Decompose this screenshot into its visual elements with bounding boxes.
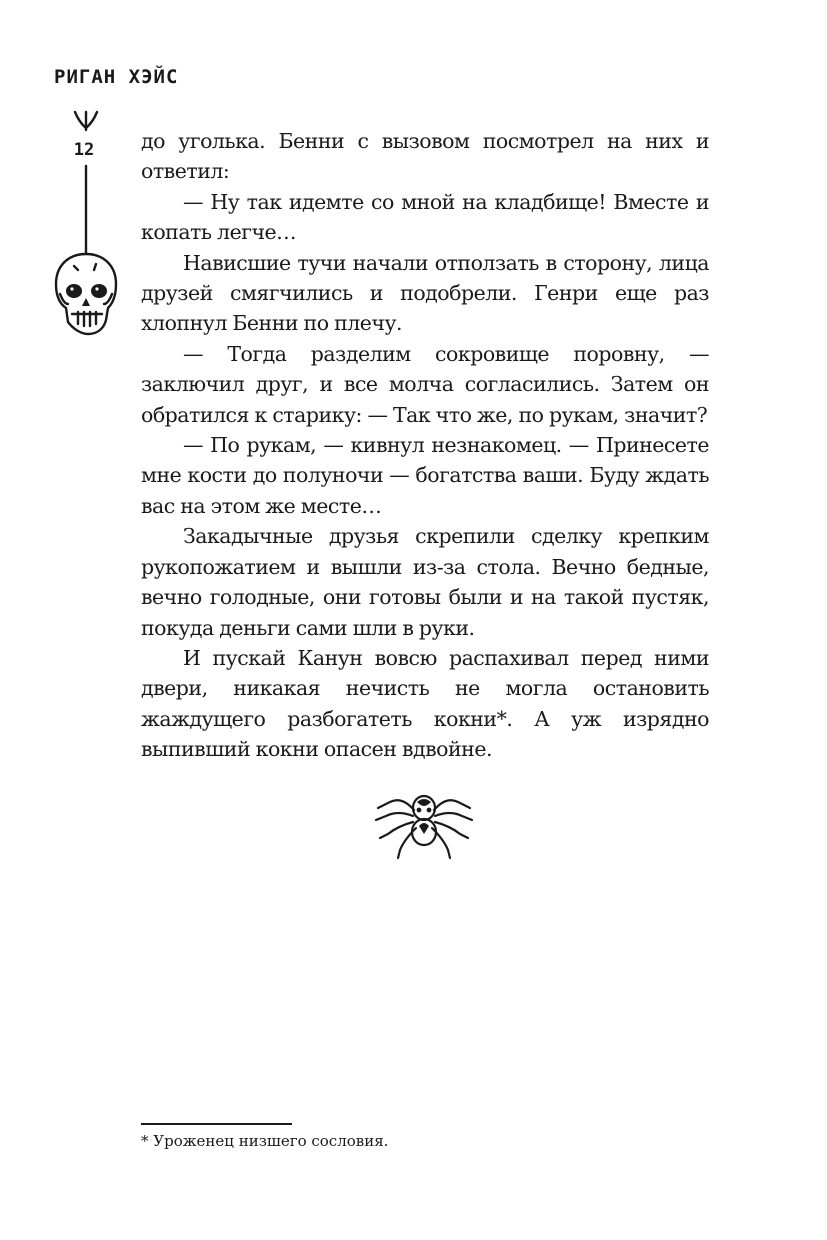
page-number: 12	[64, 140, 104, 160]
running-head: РИГАН ХЭЙС	[54, 66, 179, 88]
paragraph: И пускай Канун вовсю распахивал перед ними двери, никакая нечисть не могла остановить жаждущего разбогатеть кокни*. А уж изрядно выпивший кокни опасен вдвойне.	[141, 645, 709, 762]
spider-icon	[372, 788, 476, 862]
paragraph: до уголька. Бенни с вызовом посмотрел на них и ответил:	[141, 129, 709, 184]
paragraph: — Ну так идемте со мной на кладбище! Вместе и копать легче…	[141, 189, 709, 245]
paragraph: Нависшие тучи начали отползать в сторону, лица друзей смягчились и подобрели. Генри еще раз хлопнул Бенни по плечу.	[141, 250, 709, 336]
body-text	[141, 126, 709, 765]
footnote: * Уроженец низшего сословия.	[141, 1132, 389, 1150]
paragraph: — По рукам, — кивнул незнакомец. — Принесете мне кости до полуночи — богатства ваши. Буду ждать вас на этом же месте…	[141, 433, 709, 518]
paragraph: — Тогда разделим сокровище поровну, — заключил друг, и все молча согласились. Затем он обратился к старику: — Так что же, по рукам, значит?	[141, 341, 709, 427]
footnote-divider	[141, 1123, 292, 1125]
paragraph: Закадычные друзья скрепили сделку крепким рукопожатием и вышли из-за стола. Вечно бедные, вечно голодные, они готовы были и на такой пустяк, покуда деньги сами шли в руки.	[141, 524, 709, 640]
